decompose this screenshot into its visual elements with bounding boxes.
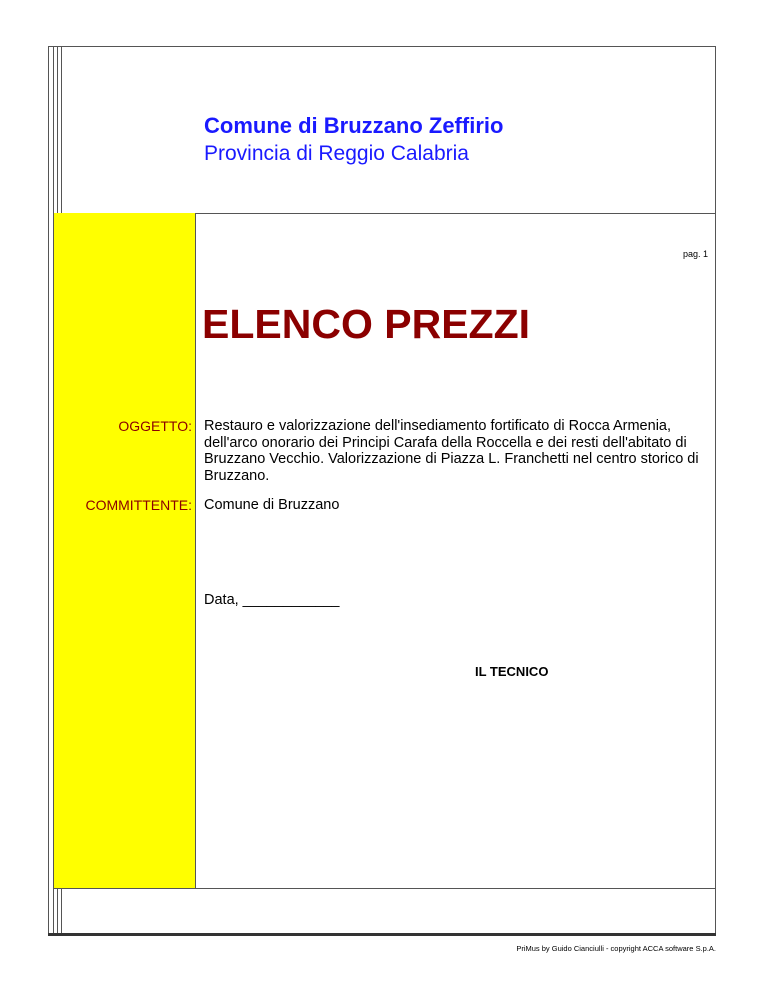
page-bottom-rule (48, 933, 716, 936)
document-title: ELENCO PREZZI (202, 301, 531, 347)
province-name: Provincia di Reggio Calabria (204, 142, 469, 165)
software-credit: PriMus by Guido Cianciulli - copyright ACCA software S.p.A. (516, 944, 716, 953)
signature-label: IL TECNICO (475, 664, 549, 679)
oggetto-text: Restauro e valorizzazione dell'insediamento fortificato di Rocca Armenia, dell'arco onorario dei Principi Carafa della Roccella e dei resti dell'abitato di Bruzzano Vecchio. Valorizzazione di Piazza L. Franchetti nel centro storico di Bruzzano. (204, 418, 699, 484)
page-number: pag. 1 (682, 249, 708, 259)
footer-divider (53, 888, 716, 889)
committente-text: Comune di Bruzzano (204, 497, 340, 513)
committente-label: COMMITTENTE: (85, 497, 192, 513)
oggetto-label: OGGETTO: (118, 418, 192, 434)
label-column (53, 213, 196, 888)
date-line: Data, ____________ (204, 592, 340, 608)
municipality-name: Comune di Bruzzano Zeffirio (204, 113, 504, 138)
